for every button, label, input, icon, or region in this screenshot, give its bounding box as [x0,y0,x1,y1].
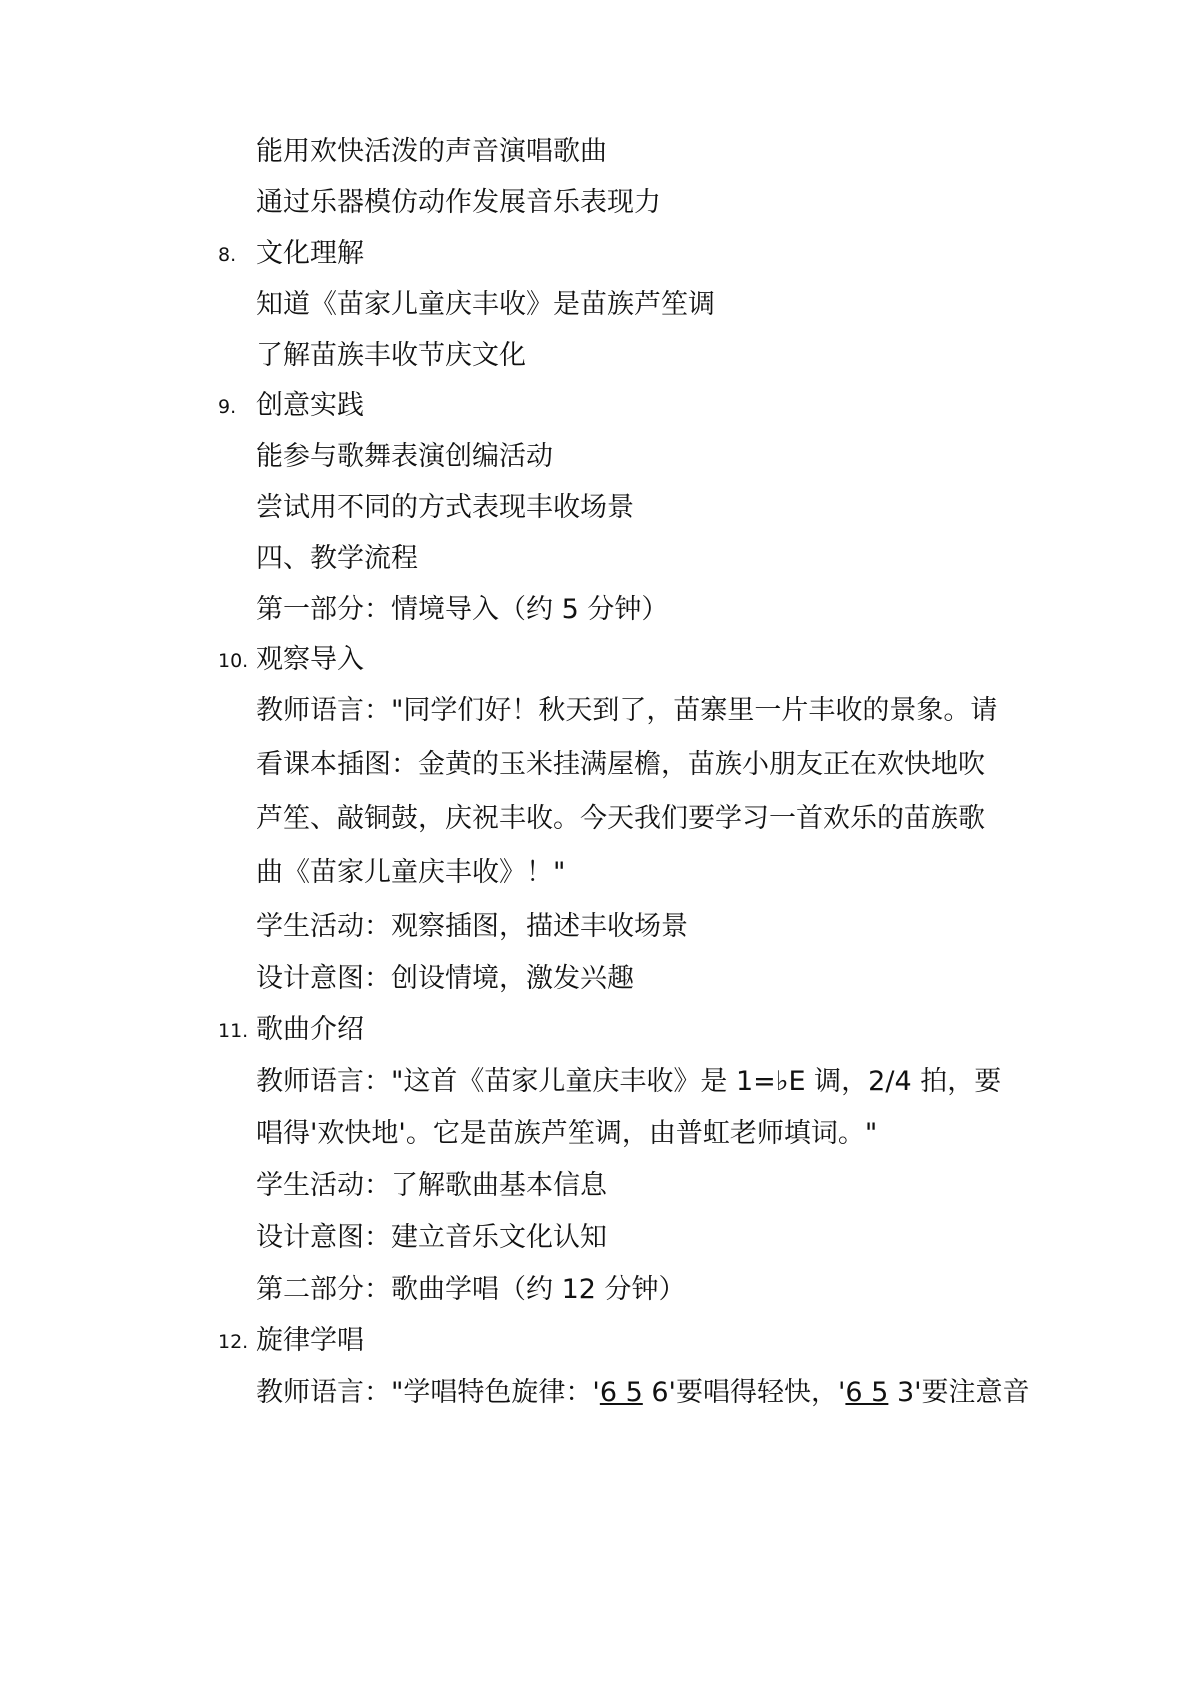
speech-text: 6'要唱得轻快，' [642,1377,846,1408]
objective-line: 能用欢快活泼的声音演唱歌曲 [256,136,607,167]
objective-line: 了解苗族丰收节庆文化 [256,340,526,371]
objective-line: 知道《苗家儿童庆丰收》是苗族芦笙调 [256,289,715,320]
teacher-speech-line: 教师语言："同学们好！秋天到了，苗寨里一片丰收的景象。请 [256,695,998,726]
melody-notes-underlined: 6 5 [845,1377,889,1408]
teacher-speech-line: 唱得'欢快地'。它是苗族芦笙调，由普虹老师填词。" [256,1118,878,1149]
section-heading: 旋律学唱 [256,1325,364,1356]
teacher-speech-line: 曲《苗家儿童庆丰收》！" [256,857,566,888]
speech-text: 教师语言："学唱特色旋律：' [256,1377,600,1408]
objective-line: 通过乐器模仿动作发展音乐表现力 [256,187,661,218]
list-number: 9. [218,396,237,418]
student-activity: 学生活动：观察插图，描述丰收场景 [256,911,688,942]
list-number: 12. [218,1331,249,1353]
teacher-speech-line: 教师语言："这首《苗家儿童庆丰收》是 1=♭E 调，2/4 拍，要 [256,1066,1002,1097]
teacher-speech-line [256,1375,1036,1411]
list-number: 10. [218,650,249,672]
section-heading: 文化理解 [256,238,364,269]
objective-line: 能参与歌舞表演创编活动 [256,441,553,472]
teacher-speech-line: 芦笙、敲铜鼓，庆祝丰收。今天我们要学习一首欢乐的苗族歌 [256,803,985,834]
chapter-heading: 四、教学流程 [256,543,418,574]
section-heading: 观察导入 [256,644,364,675]
section-heading: 歌曲介绍 [256,1014,364,1045]
section-heading: 创意实践 [256,390,364,421]
student-activity: 学生活动：了解歌曲基本信息 [256,1170,607,1201]
design-intent: 设计意图：创设情境，激发兴趣 [256,963,634,994]
melody-notes-underlined: 6 5 [599,1377,643,1408]
list-number: 8. [218,244,237,266]
part-heading: 第一部分：情境导入（约 5 分钟） [256,594,669,625]
objective-line: 尝试用不同的方式表现丰收场景 [256,492,634,523]
design-intent: 设计意图：建立音乐文化认知 [256,1222,607,1253]
part-heading: 第二部分：歌曲学唱（约 12 分钟） [256,1274,686,1305]
speech-text: 3'要注意音 [888,1377,1030,1408]
list-number: 11. [218,1020,249,1042]
teacher-speech-line: 看课本插图：金黄的玉米挂满屋檐，苗族小朋友正在欢快地吹 [256,749,985,780]
